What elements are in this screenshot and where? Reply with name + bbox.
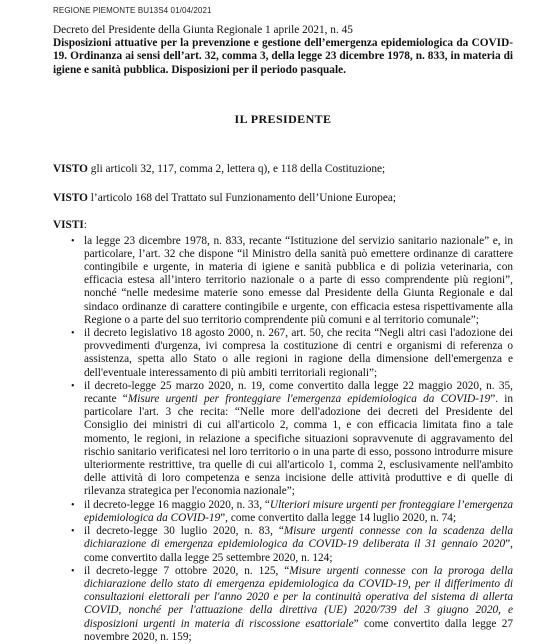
visto-treaty [53,192,513,205]
visto-text: l’articolo 168 del Trattato sul Funzionamento dell’Unione Europea; [87,192,397,205]
decree-heading: Decreto del Presidente della Giunta Regionale 1 aprile 2021, n. 45 [53,24,353,36]
section-title: IL PRESIDENTE [234,111,332,126]
visti-list [53,235,513,644]
list-item [53,525,513,565]
item-text: ”, come convertito dalla legge 14 luglio 2020, n. 74; [220,511,457,524]
item-text: ” come convertito dalla legge 27 novembre 2020, n. 159; [84,617,513,643]
item-text: il decreto-legge 16 maggio 2020, n. 33, “ [84,498,270,511]
visti-heading [53,219,513,232]
list-item [53,235,513,327]
visto-text: gli articoli 32, 117, comma 2, lettera q), e 118 della Costituzione; [87,163,386,176]
visti-label: VISTI [53,219,84,232]
list-item [53,565,513,644]
visti-colon: : [83,219,87,232]
item-title: Misure urgenti connesse con la scadenza della dichiarazione di emergenza epidemiologica da COVID-19 deliberata il 31 gennaio 2020 [84,525,513,551]
item-text: il decreto-legge 25 marzo 2020, n. 19, come convertito dalla legge 22 maggio 2020, n. 35, recante “ [84,379,513,406]
item-text: il decreto legislativo 18 agosto 2000, n. 267, art. 50, che recita “Negli altri casi l'adozione dei provvedimenti d'urgenza, ivi compresa la costituzione di centri e organismi di referenza o assistenza, spetta allo Stato o alle regioni in ragione della dimensione dell'emergenza e dell'eventuale interessamento di più ambiti territoriali regionali”; [84,327,513,379]
visto-label: VISTO [53,192,88,205]
visto-label: VISTO [53,163,88,176]
decree-subject: Disposizioni attuative per la prevenzione e gestione dell’emergenza epidemiologica da COVID-19. Ordinanza ai sensi dell’art. 32, comma 3, della legge 23 dicembre 1978, n. 833, in materia di igiene e sanità pubblica. Disposizioni per il periodo pasquale. [53,37,513,76]
list-item [53,327,513,380]
item-text: il decreto-legge 7 ottobre 2020, n. 125, “ [84,564,290,577]
item-text: la legge 23 dicembre 1978, n. 833, recante “Istituzione del servizio sanitario nazionale” e, in particolare, l’art. 32 che dispone “il Ministro della sanità può emettere ordinanze di carattere contingibile e urgente, in materia di igiene e sanità pubblica e di polizia veterinaria, con efficacia estesa all’intero territorio nazionale o a parte di esso comprendente più regioni”, nonché “nelle medesime materie sono emesse dal Presidente della Giunta Regionale e dal sindaco ordinanze di carattere contingibile e urgente, con efficacia estesa rispettivamente alla Regione o a parte del suo territorio comprendente più comuni e al territorio comunale”; [84,234,513,326]
item-title: Ulteriori misure urgenti per fronteggiare l’emergenza epidemiologica da COVID-19 [84,498,513,524]
list-item [53,380,513,499]
list-item [53,499,513,525]
running-head: REGIONE PIEMONTE BU13S4 01/04/2021 [53,6,212,15]
item-text: il decreto-legge 30 luglio 2020, n. 83, “ [84,525,284,538]
item-title: Misure urgenti connesse con la proroga della dichiarazione dello stato di emergenza epidemiologica da COVID-19, per il differimento di consultazioni elettorali per l'anno 2020 e per la continuità operativa del sistema di allerta COVID, nonché per l'attuazione della direttiva (UE) 2020/739 del 3 giugno 2020, e disposizioni urgenti in materia di riscossione esattoriale [84,564,513,630]
visto-constitution [53,163,513,176]
item-text: ”, come convertito dalla legge 25 settembre 2020, n. 124; [84,538,513,564]
item-title: Misure urgenti per fronteggiare l'emergenza epidemiologica da COVID-19 [127,393,491,406]
decree-body [53,24,513,644]
item-text: ”. in particolare l'art. 3 che recita: “Nelle more dell'adozione dei decreti del Presidente del Consiglio dei ministri di cui all'articolo 2, comma 1, e con efficacia limitata fino a tale momento, le regioni, in relazione a specifiche situazioni sopravvenute di aggravamento del rischio sanitario verificatesi nel loro territorio o in una parte di esso, possono introdurre misure ulteriormente restrittive, tra quelle di cui all'articolo 1, comma 2, esclusivamente nell'ambito delle attività di loro competenza e senza incisione delle attività produttive e di quelle di rilevanza strategica per l'economia nazionale”; [84,393,513,498]
